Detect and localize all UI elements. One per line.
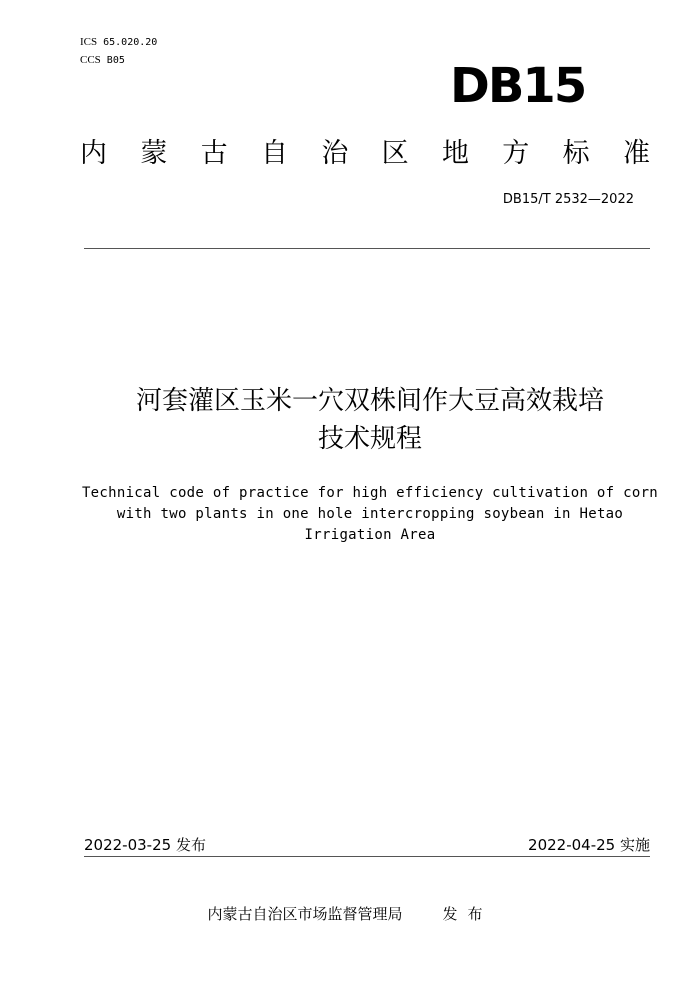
standard-type-char: 区 [381, 138, 409, 169]
standard-type-char: 古 [200, 138, 228, 169]
english-title-line: Irrigation Area [304, 527, 436, 543]
issuer [0, 904, 700, 924]
english-title-line: with two plants in one hole intercropping soybean in Hetao [116, 506, 624, 522]
ccs-label: CCS [80, 54, 101, 66]
standard-type-char: 蒙 [140, 138, 168, 169]
chinese-title-line: 河套灌区玉米一穴双株间作大豆高效栽培 [135, 386, 604, 416]
standard-number: DB15/T 2532—2022 [502, 192, 634, 207]
chinese-title-line: 技术规程 [317, 424, 422, 454]
ics-code [80, 35, 157, 50]
standard-logo: DB15 [450, 58, 586, 114]
standard-type-char: 方 [502, 138, 530, 169]
ccs-code [80, 53, 125, 68]
standard-type-char: 准 [622, 138, 650, 169]
english-title-line: Technical code of practice for high efficiency cultivation of corn [81, 485, 659, 501]
english-title [60, 483, 680, 546]
bottom-divider [84, 856, 650, 857]
standard-type-char: 标 [562, 138, 590, 169]
issuing-organization: 内蒙古自治区市场监督管理局 [207, 905, 403, 923]
top-divider [84, 248, 650, 249]
standard-type [80, 134, 650, 174]
issue-action: 发布 [442, 905, 493, 923]
standard-type-char: 地 [441, 138, 469, 169]
standard-type-char: 自 [260, 138, 288, 169]
issue-date: 2022-03-25 发布 [84, 836, 206, 854]
ics-value: 65.020.20 [103, 37, 158, 48]
ccs-value: B05 [106, 55, 125, 66]
implementation-date: 2022-04-25 实施 [528, 836, 650, 854]
standard-type-char: 内 [80, 138, 107, 169]
ics-label: ICS [80, 36, 98, 48]
chinese-title [60, 382, 680, 458]
standard-type-char: 治 [321, 138, 349, 169]
